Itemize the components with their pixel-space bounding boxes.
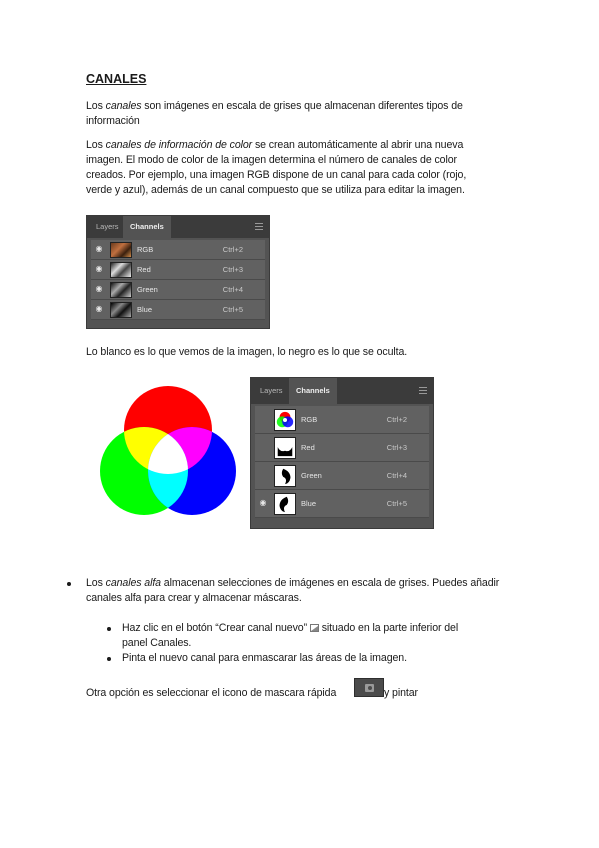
bullet-marker [67,582,71,586]
eye-icon[interactable] [258,470,268,480]
channel-row-blue[interactable] [91,300,265,320]
paragraph-canales-intro [86,99,506,129]
text-run: Los [86,139,106,151]
tab-layers[interactable]: Layers [260,386,283,395]
tab-channels[interactable]: Channels [123,216,171,238]
panel-menu-icon[interactable] [419,387,427,394]
channel-shortcut: Ctrl+4 [222,285,243,294]
channel-name: RGB [301,415,318,424]
text-line: canales alfa para crear y almacenar máscaras. [86,592,302,604]
text-line: creados. Por ejemplo, una imagen RGB dispone de un canal para cada color (rojo, [86,169,467,181]
text-run: Los [86,100,106,112]
text-run: almacenan selecciones de imágenes en escala de grises. Puedes añadir [160,577,500,589]
channel-shortcut: Ctrl+5 [222,305,243,314]
text-run: son imágenes en escala de grises que almacenan diferentes tipos de [141,100,463,112]
channel-name: Red [301,443,315,452]
channel-row-rgb[interactable] [91,240,265,260]
eye-icon[interactable]: ◉ [95,304,103,313]
term-color-channels: canales de información de color [105,139,253,151]
paragraph-white-black: Lo blanco es lo que vemos de la imagen, lo negro es lo que se oculta. [86,346,408,358]
sub-bullet-marker [107,627,111,631]
term-alpha-channels: canales alfa [105,577,161,589]
channel-shortcut: Ctrl+4 [386,471,407,480]
channel-thumbnail-rgb [110,242,132,258]
instruction-paint-channel: Pinta el nuevo canal para enmascarar las áreas de la imagen. [122,652,407,664]
page-title: CANALES [86,72,147,86]
text-line: imagen. El modo de color de la imagen determina el número de canales de color [86,154,457,166]
eye-icon[interactable] [258,442,268,452]
sub-bullet-marker [107,657,111,661]
term-canales: canales [105,100,142,112]
channel-thumbnail-rgb [274,409,296,431]
channel-thumbnail-green [274,465,296,487]
channel-row-green[interactable] [91,280,265,300]
text-line: información [86,115,140,127]
channel-name: Blue [137,305,153,314]
channel-shortcut: Ctrl+5 [386,499,407,508]
channel-row-red[interactable] [255,434,429,462]
channel-shortcut: Ctrl+3 [222,265,243,274]
channel-name: RGB [137,245,154,254]
panel-tab-bar [251,378,433,404]
eye-icon[interactable] [258,414,268,424]
channel-name: Red [137,265,151,274]
channel-row-rgb[interactable] [255,406,429,434]
new-channel-icon [310,624,319,632]
channel-name: Green [301,471,322,480]
channel-name: Green [137,285,158,294]
eye-icon[interactable]: ◉ [95,284,103,293]
instruction-create-channel [122,621,522,651]
tab-layers[interactable]: Layers [96,222,119,231]
rgb-venn-diagram [98,386,238,518]
eye-icon[interactable]: ◉ [95,264,103,273]
channel-name: Blue [301,499,317,508]
channel-thumbnail-red [274,437,296,459]
channel-thumbnail-green [110,282,132,298]
paragraph-color-channels [86,138,526,198]
channel-shortcut: Ctrl+2 [222,245,243,254]
panel-menu-icon[interactable] [255,223,263,230]
paragraph-alpha-channels [86,576,526,606]
text-run: Otra opción es seleccionar el icono de mascara rápida [86,687,337,699]
channel-row-red[interactable] [91,260,265,280]
channels-panel-photo [86,215,270,329]
text-run: Los [86,577,106,589]
quick-mask-button-icon [354,678,384,697]
eye-icon[interactable]: ◉ [259,498,267,507]
eye-icon[interactable]: ◉ [95,244,103,253]
channel-thumbnail-blue [110,302,132,318]
text-run: y pintar [384,687,418,699]
channel-shortcut: Ctrl+3 [386,443,407,452]
channel-thumbnail-red [110,262,132,278]
text-line: panel Canales. [122,637,192,649]
text-run: Haz clic en el botón “Crear canal nuevo” [122,622,310,634]
text-run: se crean automáticamente al abrir una nueva [252,139,464,151]
channel-thumbnail-blue [274,493,296,515]
text-line: verde y azul), además de un canal compuesto que se utiliza para editar la imagen. [86,184,465,196]
channel-shortcut: Ctrl+2 [386,415,407,424]
channel-row-green[interactable] [255,462,429,490]
channel-row-blue[interactable] [255,490,429,518]
text-run: situado en la parte inferior del [318,622,459,634]
channels-panel-venn [250,377,434,529]
panel-tab-bar [87,216,269,238]
tab-channels[interactable]: Channels [289,378,337,404]
